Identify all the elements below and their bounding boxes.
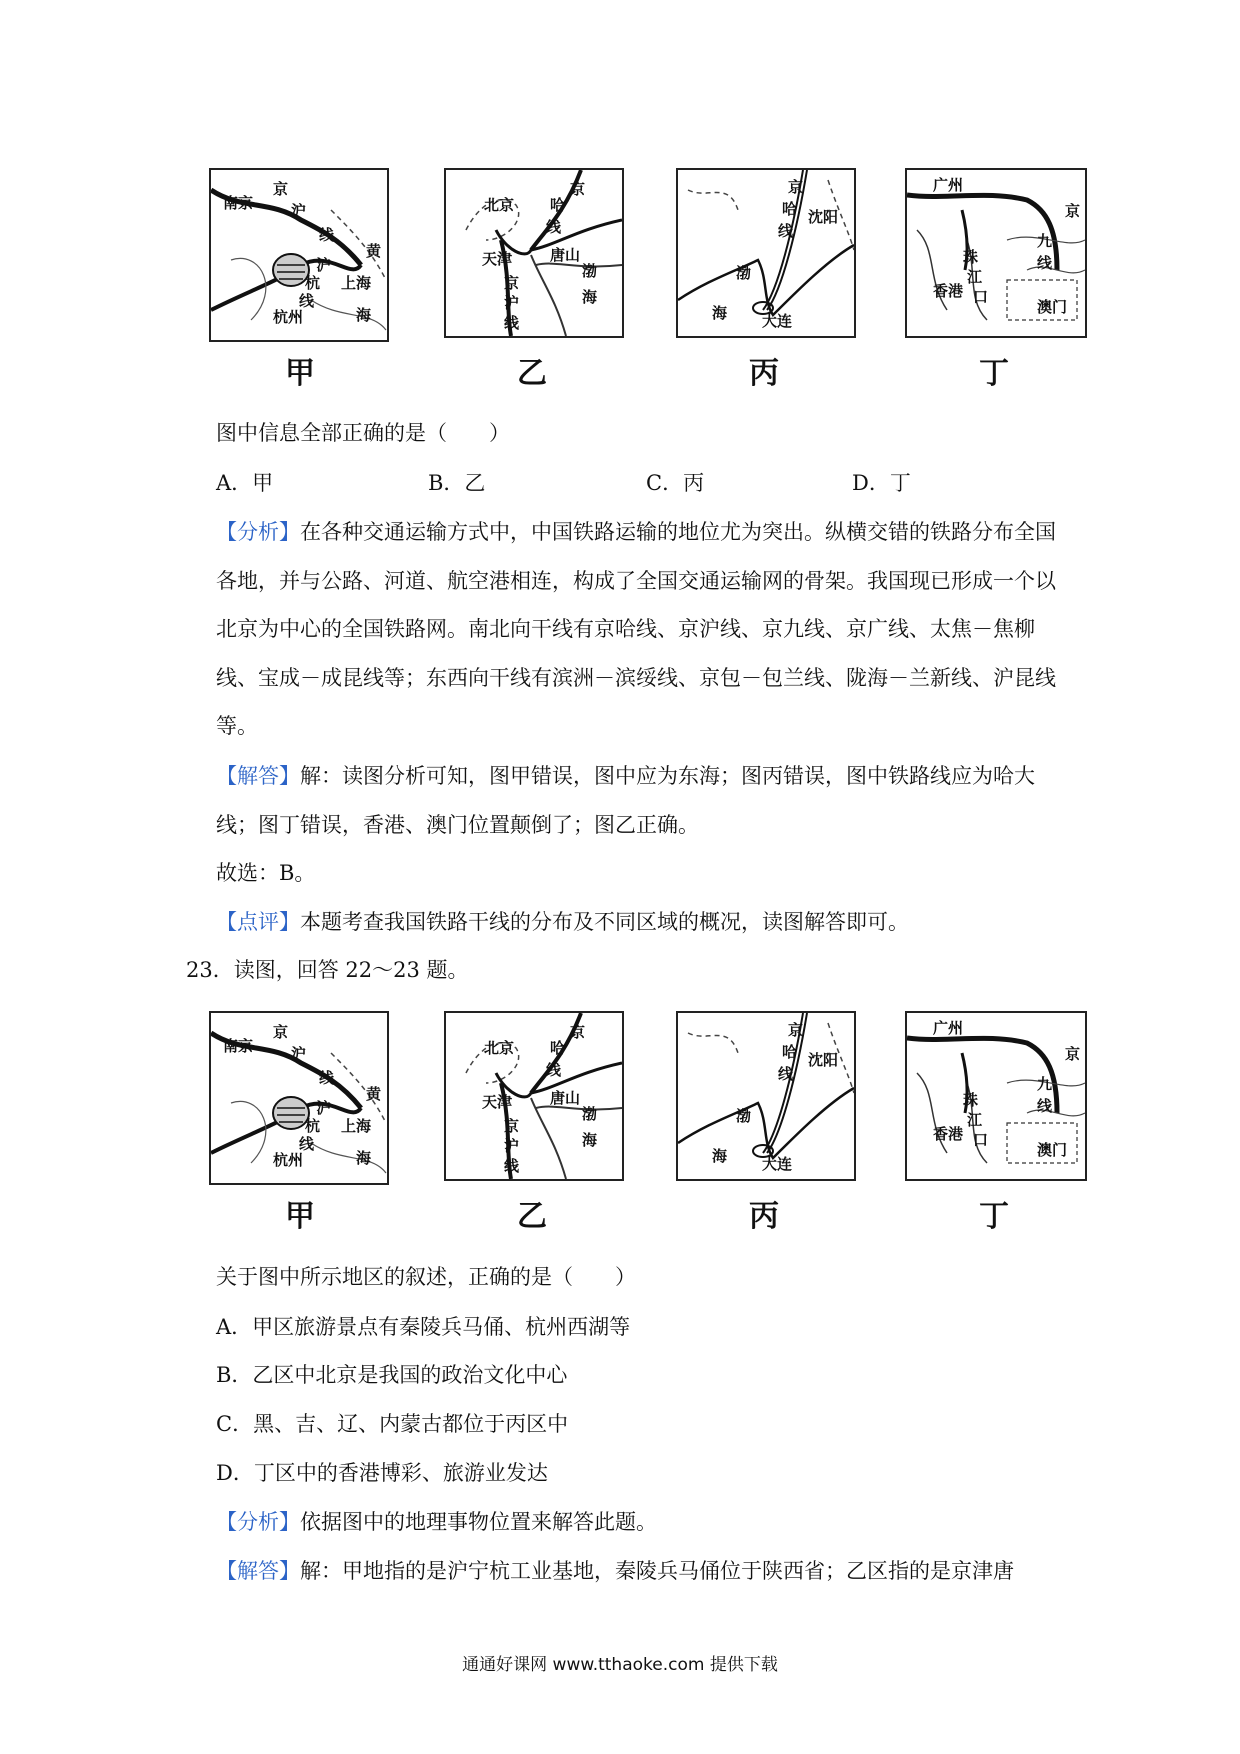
map-label: 渤: [582, 1105, 598, 1123]
map-label: 上海: [341, 274, 372, 292]
map-label: 京: [788, 178, 804, 196]
q23-answer: [216, 1556, 1014, 1586]
map-row-q23: [0, 1011, 1240, 1241]
map-label: 江: [967, 268, 983, 286]
map-label: 渤: [736, 1107, 752, 1125]
q23-option-b: B．乙区中北京是我国的政治文化中心: [216, 1363, 568, 1387]
q23-analysis: [216, 1507, 657, 1537]
map-label: 线: [504, 314, 520, 332]
map-label: 南京: [223, 1037, 254, 1055]
map-label: 珠: [963, 1091, 979, 1109]
map-label: 杭: [305, 1117, 321, 1135]
map-label: 渤: [582, 262, 598, 280]
map-label: 天津: [482, 1093, 513, 1111]
q22-analysis: [216, 508, 1056, 751]
map-label: 哈: [550, 1039, 566, 1057]
answer-tag: 【解答】: [216, 764, 300, 788]
q22-comment: [216, 907, 909, 937]
comment-text: 本题考查我国铁路干线的分布及不同区域的概况，读图解答即可。: [300, 910, 909, 934]
q22-option-c: C．丙: [646, 471, 705, 495]
q22-option-b: B．乙: [428, 471, 486, 495]
map-label: 海: [582, 1131, 598, 1149]
map-caption-ding: 丁: [979, 1199, 1009, 1234]
map-label: 珠: [963, 248, 979, 266]
analysis-tag: 【分析】: [216, 520, 300, 544]
map-label: 沪: [291, 202, 307, 220]
map-label: 线: [1037, 1097, 1053, 1115]
map-label: 哈: [550, 196, 566, 214]
map-caption-bing: 丙: [749, 1199, 779, 1234]
q23-title: 23．读图，回答 22～23 题。: [186, 958, 469, 982]
analysis-tag: 【分析】: [216, 1510, 300, 1534]
map-label: 杭州: [273, 308, 304, 326]
map-label: 上海: [341, 1117, 372, 1135]
map-label: 大连: [762, 1155, 793, 1173]
map-label: 线: [299, 1135, 315, 1153]
q22-choice: 故选：B。: [216, 861, 316, 885]
map-label: 澳门: [1037, 1141, 1068, 1159]
answer-text: 解：甲地指的是沪宁杭工业基地，秦陵兵马俑位于陕西省；乙区指的是京津唐: [300, 1559, 1014, 1583]
map-caption-ding: 丁: [979, 356, 1009, 391]
map-label: 京: [570, 1023, 586, 1041]
map-label: 广州: [933, 1019, 964, 1037]
answer-tag: 【解答】: [216, 1559, 300, 1583]
map-ding: [905, 1011, 1087, 1181]
map-label: 沪: [504, 1137, 520, 1155]
map-label: 京: [504, 1117, 520, 1135]
map-label: 哈: [782, 200, 798, 218]
map-caption-jia: 甲: [285, 356, 315, 391]
map-label: 哈: [782, 1043, 798, 1061]
map-label: 海: [582, 288, 598, 306]
map-label: 香港: [933, 282, 964, 300]
q22-option-d: D．丁: [852, 471, 911, 495]
q23-option-d: D．丁区中的香港博彩、旅游业发达: [216, 1461, 548, 1485]
map-label: 口: [973, 1131, 989, 1149]
map-label: 北京: [484, 1039, 515, 1057]
map-ding: [905, 168, 1087, 338]
q23-stem: 关于图中所示地区的叙述，正确的是（ ）: [216, 1265, 636, 1289]
map-label: 沪: [316, 256, 332, 274]
map-label: 海: [712, 304, 728, 322]
analysis-text: 依据图中的地理事物位置来解答此题。: [300, 1510, 657, 1534]
map-label: 线: [504, 1157, 520, 1175]
map-label: 京: [1065, 1045, 1081, 1063]
map-label: 唐山: [550, 246, 581, 264]
map-label: 线: [319, 226, 335, 244]
q22-option-a: A．甲: [216, 471, 274, 495]
map-label: 京: [504, 274, 520, 292]
map-label: 京: [788, 1021, 804, 1039]
map-label: 澳门: [1037, 298, 1068, 316]
map-label: 海: [712, 1147, 728, 1165]
map-label: 口: [973, 288, 989, 306]
map-yi: [444, 168, 624, 338]
map-label: 京: [273, 1023, 289, 1041]
map-label: 京: [570, 180, 586, 198]
q22-stem: 图中信息全部正确的是（ ）: [216, 421, 510, 445]
map-label: 沈阳: [808, 208, 839, 226]
map-bing: [676, 1011, 856, 1181]
map-label: 京: [273, 180, 289, 198]
map-label: 海: [356, 1149, 372, 1167]
map-jia: [209, 1011, 389, 1185]
map-label: 线: [778, 222, 794, 240]
map-label: 京: [1065, 202, 1081, 220]
map-label: 唐山: [550, 1089, 581, 1107]
map-jia: [209, 168, 389, 342]
map-label: 沪: [316, 1099, 332, 1117]
comment-tag: 【点评】: [216, 910, 300, 934]
map-label: 黄: [366, 242, 382, 260]
map-label: 沪: [504, 294, 520, 312]
map-caption-yi: 乙: [517, 1199, 547, 1234]
map-label: 线: [778, 1065, 794, 1083]
map-label: 杭: [305, 274, 321, 292]
map-yi: [444, 1011, 624, 1181]
map-label: 天津: [482, 250, 513, 268]
map-caption-bing: 丙: [749, 356, 779, 391]
map-caption-jia: 甲: [285, 1199, 315, 1234]
analysis-text: 在各种交通运输方式中，中国铁路运输的地位尤为突出。纵横交错的铁路分布全国各地，并与公路、河道、航空港相连，构成了全国交通运输网的骨架。我国现已形成一个以北京为中心的全国铁路网。南北向干线有京哈线、京沪线、京九线、京广线、太焦－焦柳线、宝成－成昆线等；东西向干线有滨洲－滨绥线、京包－包兰线、陇海－兰新线、沪昆线等。: [216, 520, 1056, 739]
map-label: 线: [319, 1069, 335, 1087]
map-label: 线: [1037, 254, 1053, 272]
map-row-q22: [0, 168, 1240, 398]
answer-text: 解：读图分析可知，图甲错误，图中应为东海；图丙错误，图中铁路线应为哈大线；图丁错误，香港、澳门位置颠倒了；图乙正确。: [216, 764, 1035, 837]
map-label: 大连: [762, 312, 793, 330]
map-label: 香港: [933, 1125, 964, 1143]
map-bing: [676, 168, 856, 338]
q22-answer: [216, 752, 1056, 849]
map-label: 九: [1037, 1075, 1053, 1093]
map-label: 渤: [736, 264, 752, 282]
map-caption-yi: 乙: [517, 356, 547, 391]
q23-option-a: A．甲区旅游景点有秦陵兵马俑、杭州西湖等: [216, 1315, 631, 1339]
q23-option-c: C．黑、吉、辽、内蒙古都位于丙区中: [216, 1412, 569, 1436]
map-label: 江: [967, 1111, 983, 1129]
map-label: 线: [546, 1061, 562, 1079]
map-label: 黄: [366, 1085, 382, 1103]
map-label: 沈阳: [808, 1051, 839, 1069]
map-label: 南京: [223, 194, 254, 212]
map-label: 广州: [933, 176, 964, 194]
map-label: 九: [1037, 232, 1053, 250]
map-label: 沪: [291, 1045, 307, 1063]
page-footer: 通通好课网 www.tthaoke.com 提供下载: [462, 1655, 778, 1675]
map-label: 线: [546, 218, 562, 236]
map-label: 杭州: [273, 1151, 304, 1169]
map-label: 线: [299, 292, 315, 310]
map-label: 北京: [484, 196, 515, 214]
map-label: 海: [356, 306, 372, 324]
